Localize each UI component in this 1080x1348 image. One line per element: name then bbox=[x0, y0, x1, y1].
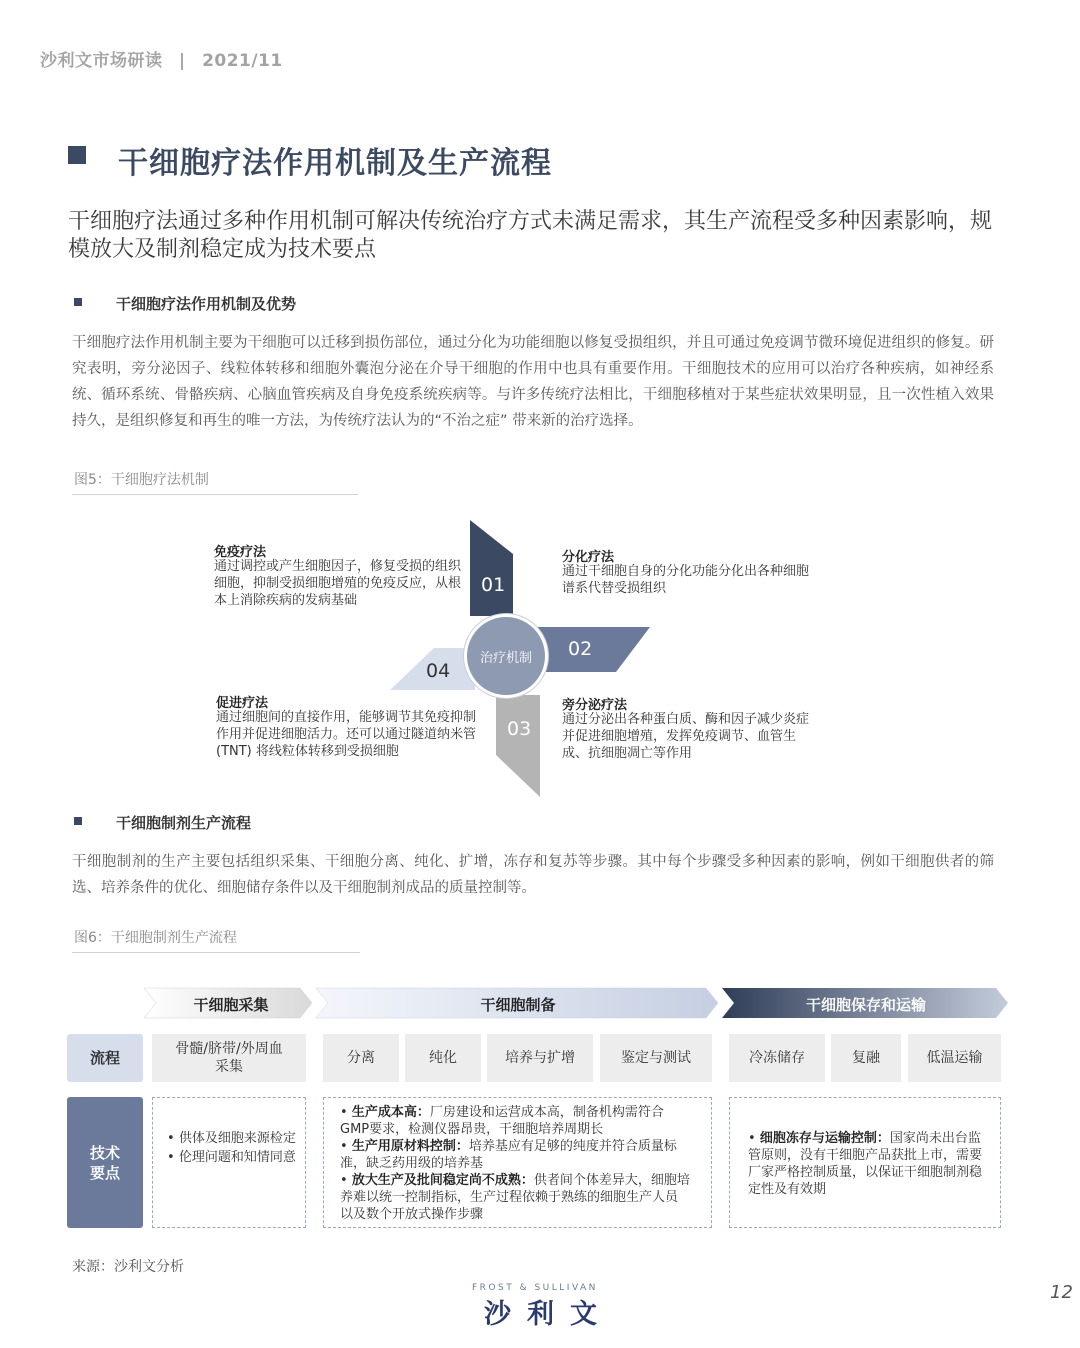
mechanism-title-02: 分化疗法 bbox=[562, 550, 615, 565]
tech-point: • 生产用原材料控制：培养基应有足够的纯度并符合质量标准，缺乏药用级的培养基 bbox=[340, 1139, 677, 1171]
mechanism-desc-03: 通过分泌出各种蛋白质、酶和因子减少炎症并促进细胞增殖，发挥免疫调节、血管生成、抗细胞凋亡等作用 bbox=[562, 712, 810, 761]
header-separator: | bbox=[178, 51, 186, 71]
mechanism-num-01: 01 bbox=[481, 574, 506, 596]
flow-step-freezing: 冷冻储存 bbox=[729, 1034, 825, 1082]
logo-subtext: FROST & SULLIVAN bbox=[472, 1283, 598, 1293]
mechanism-num-03: 03 bbox=[507, 718, 532, 740]
section-square-icon bbox=[74, 817, 82, 825]
flow-step-purification: 纯化 bbox=[405, 1034, 481, 1082]
mechanism-desc-01: 通过调控或产生细胞因子，修复受损的组织细胞，抑制受损细胞增殖的免疫反应，从根本上消除疾病的发病基础 bbox=[214, 559, 462, 608]
row-label-flow: 流程 bbox=[67, 1034, 143, 1082]
section1-heading: 干细胞疗法作用机制及优势 bbox=[116, 295, 297, 313]
section2-paragraph: 干细胞制剂的生产主要包括组织采集、干细胞分离、纯化、扩增，冻存和复苏等步骤。其中每个步骤受多种因素的影响，例如干细胞供者的筛选、培养条件的优化、细胞储存条件以及干细胞制剂成品的质量控制等。 bbox=[72, 854, 994, 896]
mechanism-title-03: 旁分泌疗法 bbox=[562, 698, 628, 713]
page-subtitle: 干细胞疗法通过多种作用机制可解决传统治疗方式未满足需求，其生产流程受多种因素影响，规模放大及制剂稳定成为技术要点 bbox=[68, 209, 993, 262]
tech-point: • 伦理问题和知情同意 bbox=[167, 1150, 296, 1165]
title-square-icon bbox=[68, 146, 86, 164]
flow-step-thawing: 复融 bbox=[831, 1034, 901, 1082]
mechanism-num-04: 04 bbox=[426, 660, 451, 682]
stage-label-preparation: 干细胞制备 bbox=[480, 996, 556, 1014]
mechanism-desc-02: 通过干细胞自身的分化功能分化出各种细胞谱系代替受损组织 bbox=[562, 564, 810, 596]
figure5-caption: 图5：干细胞疗法机制 bbox=[74, 472, 209, 488]
mechanism-title-01: 免疫疗法 bbox=[214, 545, 267, 560]
tech-box-storage bbox=[729, 1097, 1001, 1228]
mechanism-num-02: 02 bbox=[568, 638, 593, 660]
tech-box-collection bbox=[152, 1097, 306, 1228]
section-square-icon bbox=[74, 298, 82, 306]
figure5-caption-rule bbox=[72, 494, 358, 495]
flow-step-transport: 低温运输 bbox=[908, 1034, 1001, 1082]
figure6-caption: 图6：干细胞制剂生产流程 bbox=[74, 930, 237, 946]
tech-point: • 放大生产及批间稳定尚不成熟：供者间个体差异大，细胞培养难以统一控制指标，生产过程依赖于熟练的细胞生产人员以及数个开放式操作步骤 bbox=[340, 1173, 690, 1222]
page-title: 干细胞疗法作用机制及生产流程 bbox=[118, 146, 552, 181]
mechanism-shape-03 bbox=[496, 695, 540, 797]
mechanism-center-circle: 治疗机制 bbox=[464, 614, 548, 698]
stage-label-storage: 干细胞保存和运输 bbox=[805, 996, 926, 1014]
mechanism-title-04: 促进疗法 bbox=[216, 696, 269, 711]
row-label-tech: 技术 要点 bbox=[67, 1097, 143, 1228]
mechanism-shape-02 bbox=[537, 627, 650, 672]
section1-paragraph: 干细胞疗法作用机制主要为干细胞可以迁移到损伤部位，通过分化为功能细胞以修复受损组织，并且可通过免疫调节微环境促进组织的修复。研究表明，旁分泌因子、线粒体转移和细胞外囊泡分泌在介导干细胞的作用中也具有重要作用。干细胞技术的应用可以治疗各种疾病，如神经系统、循环系统、骨骼疾病、心脑血管疾病及自身免疫系统疾病等。与许多传统疗法相比，干细胞移植对于某些症状效果明显，且一次性植入效果持久，是组织修复和再生的唯一方法，为传统疗法认为的“不治之症” 带来新的治疗选择。 bbox=[72, 335, 994, 429]
mechanism-shape-01 bbox=[470, 520, 513, 616]
tech-point: • 生产成本高：厂房建设和运营成本高，制备机构需符合GMP要求，检测仪器昂贵，干细胞培养周期长 bbox=[340, 1105, 664, 1137]
section2-heading: 干细胞制剂生产流程 bbox=[116, 814, 252, 832]
header-brand-date bbox=[40, 46, 283, 71]
figure6-caption-rule bbox=[72, 952, 360, 953]
flow-step-collection: 骨髓/脐带/外周血 采集 bbox=[152, 1034, 306, 1082]
tech-point: • 供体及细胞来源检定 bbox=[167, 1131, 296, 1146]
header-brand: 沙利文市场研读 bbox=[40, 51, 163, 71]
tech-box-preparation bbox=[323, 1097, 712, 1228]
page-number: 12 bbox=[1050, 1282, 1073, 1303]
mechanism-desc-04: 通过细胞间的直接作用，能够调节其免疫抑制作用并促进细胞活力。还可以通过隧道纳米管 (TNT) 将线粒体转移到受损细胞 bbox=[216, 710, 477, 759]
flow-step-culture: 培养与扩增 bbox=[487, 1034, 593, 1082]
flow-step-separation: 分离 bbox=[323, 1034, 399, 1082]
tech-point: • 细胞冻存与运输控制：国家尚未出台监管原则，没有干细胞产品获批上市，需要厂家严格控制质量，以保证干细胞制剂稳定性及有效期 bbox=[748, 1131, 983, 1197]
header-date: 2021/11 bbox=[202, 51, 283, 71]
source-note: 来源：沙利文分析 bbox=[72, 1259, 184, 1275]
logo-main: 沙利文 bbox=[484, 1299, 613, 1330]
stage-label-collection: 干细胞采集 bbox=[193, 996, 269, 1014]
flow-step-identification: 鉴定与测试 bbox=[600, 1034, 712, 1082]
